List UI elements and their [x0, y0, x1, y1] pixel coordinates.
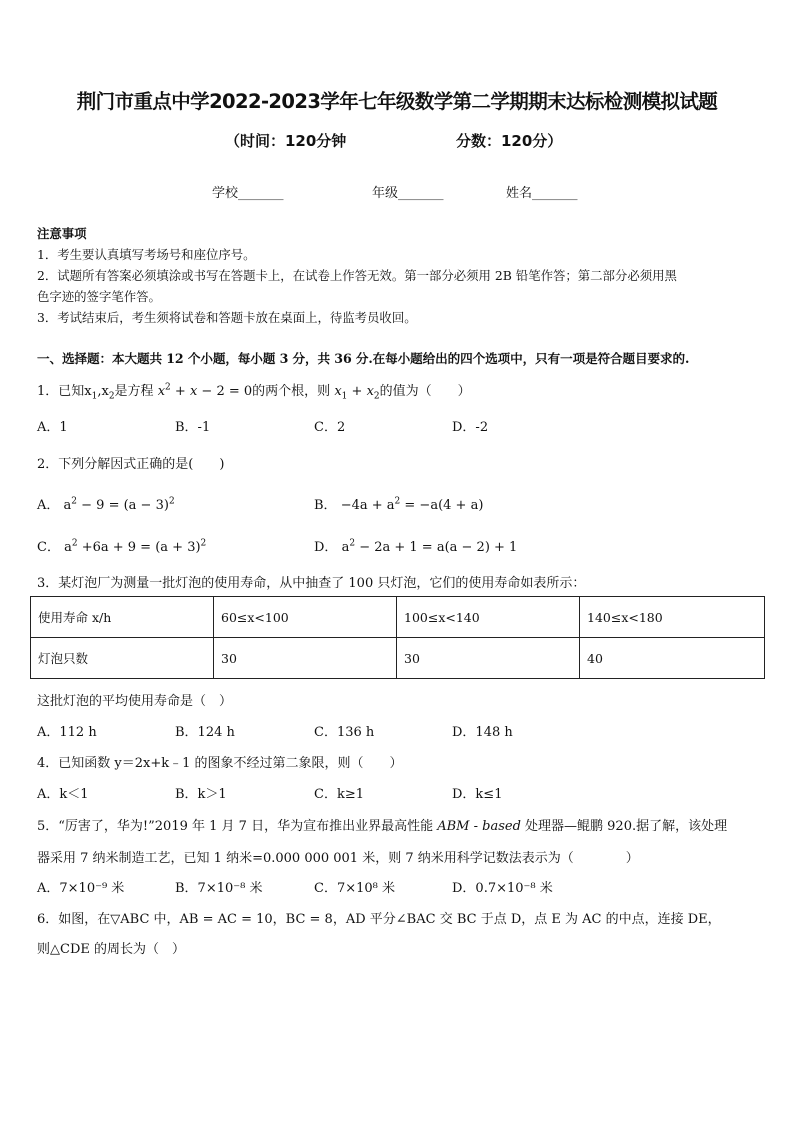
notice-heading: 注意事项 — [37, 226, 87, 241]
q3-option-a: A．112 h — [37, 725, 97, 740]
question-6-line-2: 则△CDE 的周长为（ ） — [37, 942, 185, 957]
q2-option-c: C． $a^2 +6a + 9 = (a + 3)^2$ — [37, 538, 207, 555]
exam-score: 分数：120分） — [456, 132, 563, 150]
question-2-stem: 2．下列分解因式正确的是( ) — [37, 457, 225, 472]
notice-item: 1．考生要认真填写考场号和座位序号。 — [37, 247, 256, 262]
table-cell: 40 — [580, 638, 765, 679]
q2-option-a: A． $a^2 - 9 = (a - 3)^2$ — [37, 496, 175, 513]
notice-item: 2．试题所有答案必须填涂或书写在答题卡上，在试卷上作答无效。第一部分必须用 2B 铅笔作答；第二部分必须用黑 — [37, 268, 677, 283]
q1-option-c: C．2 — [314, 420, 346, 435]
table-cell: 30 — [397, 638, 580, 679]
question-6-line-1: 6．如图，在▽ABC 中，AB = AC = 10，BC = 8，AD 平分∠BAC 交 BC 于点 D，点 E 为 AC 的中点，连接 DE， — [37, 912, 721, 927]
table-cell: 使用寿命 x/h — [31, 597, 214, 638]
table-cell: 灯泡只数 — [31, 638, 214, 679]
q4-option-c: C．k≥1 — [314, 787, 364, 802]
section-heading: 一、选择题：本大题共 12 个小题，每小题 3 分，共 36 分.在每小题给出的四个选项中，只有一项是符合题目要求的. — [37, 351, 690, 366]
question-3-ask: 这批灯泡的平均使用寿命是（ ） — [37, 694, 233, 709]
q4-option-d: D．k≤1 — [452, 787, 503, 802]
q4-option-b: B．k＞1 — [175, 787, 227, 802]
lifespan-table — [30, 596, 765, 679]
table-cell: 100≤x<140 — [397, 597, 580, 638]
q2-option-d: D． $a^2 - 2a + 1 = a(a - 2) + 1$ — [314, 538, 518, 555]
page-title: 荆门市重点中学2022-2023学年七年级数学第二学期期末达标检测模拟试题 — [76, 90, 718, 113]
question-5-line-2: 器采用 7 纳米制造工艺，已知 1 纳米=0.000 000 001 米，则 7 纳米用科学记数法表示为（ ） — [37, 851, 639, 866]
q5-option-a: A．7×10⁻⁹ 米 — [37, 881, 125, 896]
question-5-line-1: 5．“厉害了，华为!”2019 年 1 月 7 日，华为宣布推出业界最高性能 ABM - based 处理器—鲲鹏 920.据了解，该处理 — [37, 819, 728, 834]
q1-option-b: B．-1 — [175, 420, 211, 435]
notice-item: 色字迹的签字笔作答。 — [37, 289, 161, 304]
q5-option-c: C．7×10⁸ 米 — [314, 881, 395, 896]
table-row — [31, 638, 765, 679]
q2-option-b: B． $-4a + a^2 = -a(4 + a)$ — [314, 496, 484, 513]
q1-option-d: D．-2 — [452, 420, 489, 435]
exam-time: （时间：120分钟 — [225, 132, 347, 150]
question-1-stem: 1．已知$x_1,x_2$是方程 $x^2 + x - 2 = 0$的两个根，则 $x_1 + x_2$的值为（ ） — [37, 382, 471, 402]
question-4-stem: 4．已知函数 y＝2x+k﹣1 的图象不经过第二象限，则（ ） — [37, 756, 403, 771]
table-row — [31, 597, 765, 638]
school-field: 学校_______ — [212, 186, 284, 201]
table-cell: 60≤x<100 — [214, 597, 397, 638]
name-field: 姓名_______ — [506, 186, 578, 201]
q5-option-d: D．0.7×10⁻⁸ 米 — [452, 881, 553, 896]
table-cell: 30 — [214, 638, 397, 679]
notice-item: 3．考试结束后，考生须将试卷和答题卡放在桌面上，待监考员收回。 — [37, 310, 417, 325]
q3-option-d: D．148 h — [452, 725, 513, 740]
q4-option-a: A．k＜1 — [37, 787, 89, 802]
grade-field: 年级_______ — [372, 186, 444, 201]
q1-option-a: A．1 — [37, 420, 68, 435]
question-3-stem: 3．某灯泡厂为测量一批灯泡的使用寿命，从中抽查了 100 只灯泡，它们的使用寿命如表所示： — [37, 576, 586, 591]
table-cell: 140≤x<180 — [580, 597, 765, 638]
q3-option-b: B．124 h — [175, 725, 235, 740]
q3-option-c: C．136 h — [314, 725, 375, 740]
q5-option-b: B．7×10⁻⁸ 米 — [175, 881, 263, 896]
